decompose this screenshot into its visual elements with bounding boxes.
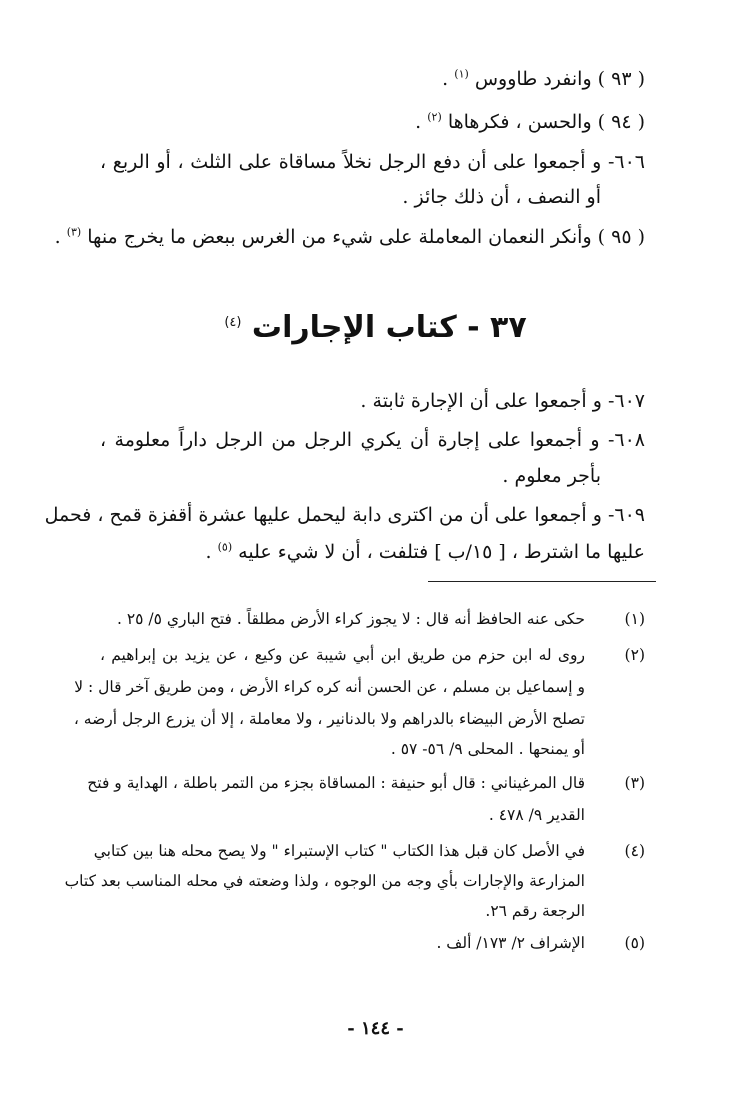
footnote-text: روى له ابن حزم من طريق ابن أبي شيبة عن وكيع ، عن يزيد بن إبراهيم ، (100, 646, 585, 664)
line-text: ( ٩٣ ) وانفرد طاووس (474, 68, 645, 90)
footnote-separator (428, 581, 656, 582)
line-end: . (442, 68, 455, 90)
text-line-609: ٦٠٩- و أجمعوا على أن من اكترى دابة ليحمل عليها عشرة أقفزة قمح ، فحمل (44, 504, 645, 526)
text-line-609-cont (100, 537, 645, 567)
footnote-text: الإشراف ٢/ ١٧٣/ ألف . (436, 934, 585, 952)
footnote-3-line-2: القدير ٩/ ٤٧٨ . (488, 806, 585, 824)
footnote-number: (٤) (624, 842, 645, 860)
footnote-text: حكى عنه الحافظ أنه قال : لا يجوز كراء الأرض مطلقاً . فتح الباري ٥/ ٢٥ . (116, 610, 585, 628)
footnote-text: قال المرغيناني : قال أبو حنيفة : المساقاة بجزء من التمر باطلة ، الهداية و فتح (87, 774, 585, 792)
footnote-4-line-2: المزارعة والإجارات بأي وجه من الوجوه ، ولذا وضعته في محله المناسب بعد كتاب (64, 872, 585, 890)
text-line-608-cont: بأجر معلوم . (502, 465, 601, 487)
footnote-text: في الأصل كان قبل هذا الكتاب " كتاب الإستبراء " ولا يصح محله هنا بين كتابي (93, 842, 585, 860)
footnote-4-line-3: الرجعة رقم ٢٦. (485, 902, 585, 920)
text-line-94 (100, 107, 645, 137)
footnote-number: (٣) (624, 774, 645, 792)
footnote-ref: (٥) (217, 540, 233, 554)
line-end: . (205, 541, 218, 563)
footnote-ref: (١) (454, 67, 469, 81)
text-line-606: ٦٠٦- و أجمعوا على أن دفع الرجل نخلاً مساقاة على الثلث ، أو الربع ، (100, 151, 645, 173)
footnote-number: (٢) (624, 646, 645, 664)
line-end: . (54, 226, 67, 248)
footnote-number: (٥) (624, 934, 645, 952)
text-line-606-cont: أو النصف ، أن ذلك جائز . (402, 186, 601, 208)
footnote-2-line-4: أو يمنحها . المحلى ٩/ ٥٦- ٥٧ . (390, 740, 585, 758)
footnote-ref: (٢) (427, 110, 442, 124)
chapter-footnote-ref: (٤) (224, 315, 242, 330)
text-line-608: ٦٠٨- و أجمعوا على إجارة أن يكري الرجل من الرجل داراً معلومة ، (100, 429, 645, 451)
line-end: . (415, 111, 428, 133)
footnote-2-line-3: تصلح الأرض البيضاء بالدراهم ولا بالدنانير ، ولا معاملة ، إلا أن يزرع الرجل أرضه ، (73, 710, 585, 728)
text-line-93 (100, 64, 645, 94)
footnote-2-line-2: و إسماعيل بن مسلم ، عن الحسن أنه كره كراء الأرض ، ومن طريق آخر قال : لا (74, 678, 585, 696)
chapter-title: ٣٧ - كتاب الإجارات (251, 310, 527, 345)
page-number: - ١٤٤ - (347, 1018, 404, 1039)
line-text: ( ٩٥ ) وأنكر النعمان المعاملة على شيء من الغرس ببعض ما يخرج منها (87, 226, 645, 248)
footnote-number: (١) (624, 610, 645, 628)
text-line-95 (54, 222, 645, 252)
footnote-ref: (٣) (66, 225, 82, 239)
text-line-607: ٦٠٧- و أجمعوا على أن الإجارة ثابتة . (360, 390, 645, 412)
chapter-heading (0, 306, 751, 350)
line-text: عليها ما اشترط ، [ ١٥/ب ] فتلفت ، أن لا شيء عليه (238, 541, 645, 563)
line-text: ( ٩٤ ) والحسن ، فكرهاها (447, 111, 645, 133)
